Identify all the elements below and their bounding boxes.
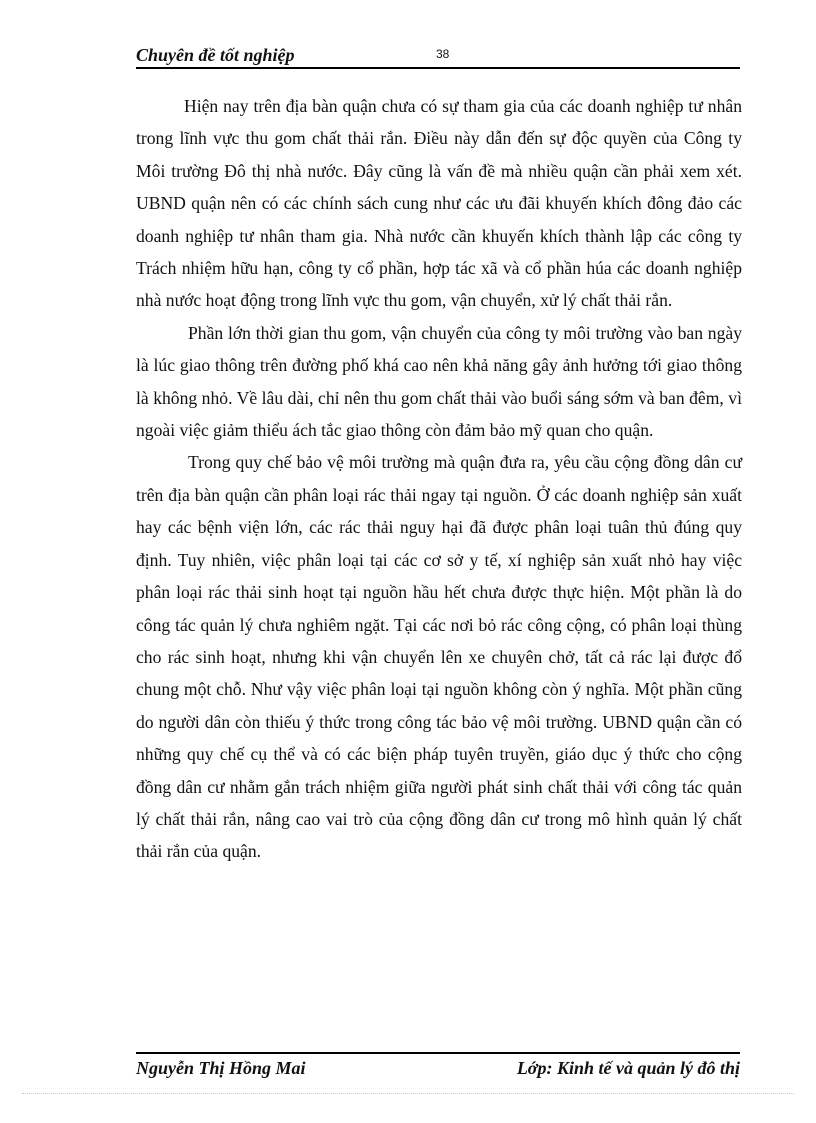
footer-class-label: Lớp: Kinh tế và quản lý đô thị <box>516 1058 740 1078</box>
page-edge-line <box>22 1093 794 1094</box>
header-divider <box>136 67 740 69</box>
paragraph: Trong quy chế bảo vệ môi trường mà quận đưa ra, yêu cầu cộng đồng dân cư trên địa bàn quận cần phân loại rác thải ngay tại nguồn. Ở các doanh nghiệp sản xuất hay các bệnh viện lớn, các rác thải nguy hại đã được phân loại tuân thủ đúng quy định. Tuy nhiên, việc phân loại tại các cơ sở y tế, xí nghiệp sản xuất nhỏ hay việc phân loại rác thải sinh hoạt tại nguồn hầu hết chưa được thực hiện. Một phần là do công tác quản lý chưa nghiêm ngặt. Tại các nơi bỏ rác công cộng, có phân loại thùng cho rác sinh hoạt, nhưng khi vận chuyển lên xe chuyên chở, tất cả rác lại được đổ chung một chỗ. Như vậy việc phân loại tại nguồn không còn ý nghĩa. Một phần cũng do người dân còn thiếu ý thức trong công tác bảo vệ môi trường. UBND quận cần có những quy chế cụ thể và có các biện pháp tuyên truyền, giáo dục ý thức cho cộng đồng dân cư nhằm gắn trách nhiệm giữa người phát sinh chất thải với công tác quản lý chất thải rắn, nâng cao vai trò của cộng đồng dân cư trong mô hình quản lý chất thải rắn của quận. <box>136 452 742 862</box>
page-number: 38 <box>436 47 450 61</box>
paragraph: Hiện nay trên địa bàn quận chưa có sự tham gia của các doanh nghiệp tư nhân trong lĩnh vực thu gom chất thải rắn. Điều này dẫn đến sự độc quyền của Công ty Môi trường Đô thị nhà nước. Đây cũng là vấn đề mà nhiều quận cần phải xem xét. UBND quận nên có các chính sách cung như các ưu đãi khuyến khích đông đảo các doanh nghiệp tư nhân tham gia. Nhà nước cần khuyến khích thành lập các công ty Trách nhiệm hữu hạn, công ty cổ phần, hợp tác xã và cổ phần húa các doanh nghiệp nhà nước hoạt động trong lĩnh vực thu gom, vận chuyển, xử lý chất thải rắn. <box>136 96 742 311</box>
document-body <box>136 90 742 868</box>
footer-divider <box>136 1052 740 1054</box>
footer-author: Nguyễn Thị Hồng Mai <box>136 1058 306 1078</box>
paragraph: Phần lớn thời gian thu gom, vận chuyển của công ty môi trường vào ban ngày là lúc giao thông trên đường phố khá cao nên khả năng gây ảnh hưởng tới giao thông là không nhỏ. Về lâu dài, chỉ nên thu gom chất thải vào buổi sáng sớm và ban đêm, vì ngoài việc giảm thiểu ách tắc giao thông còn đảm bảo mỹ quan cho quận. <box>136 322 742 441</box>
header-title: Chuyên đề tốt nghiệp <box>136 45 295 65</box>
